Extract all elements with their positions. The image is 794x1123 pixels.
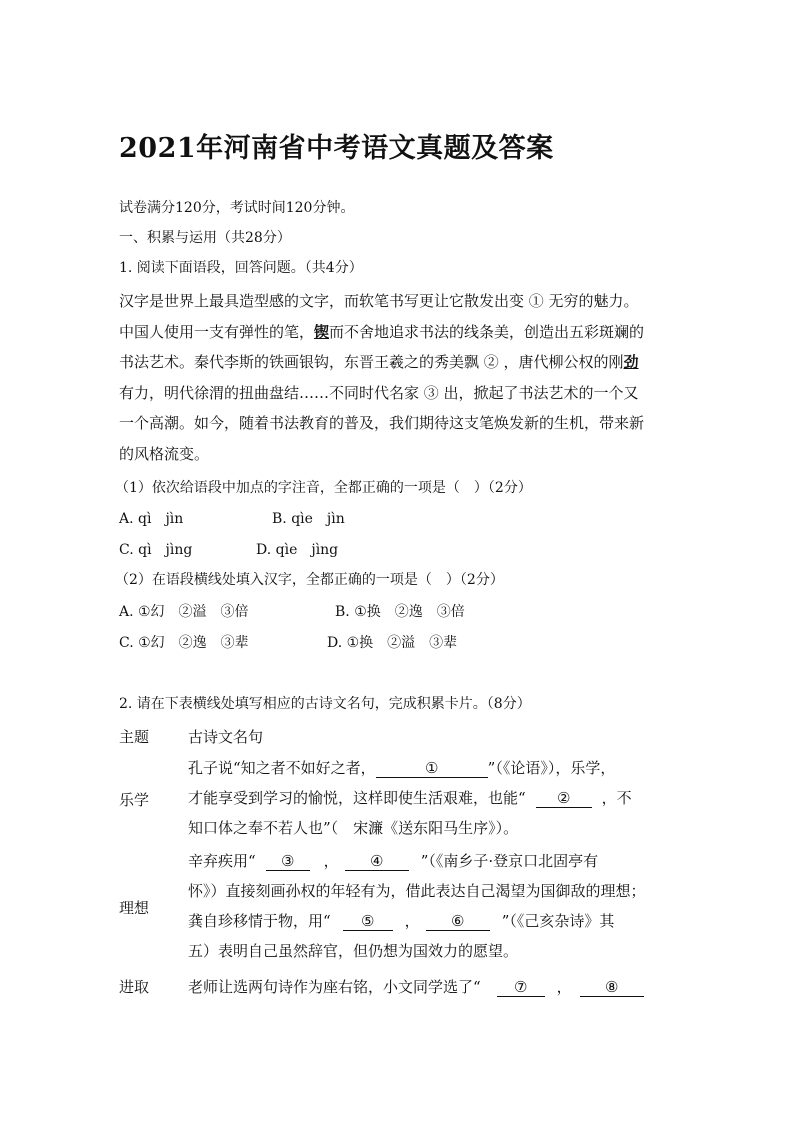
question-2-stem: 2. 请在下表横线处填写相应的古诗文名句，完成积累卡片。（8分） — [119, 696, 531, 712]
table-header-content: 古诗文名句 — [188, 728, 264, 746]
option-d: D. ①换 ②溢 ③辈 — [327, 635, 458, 651]
question-1-passage — [119, 286, 679, 469]
row-ideal-content: 辛弃疾用“ ③ ， ④ ”（《南乡子·登京口北固亭有 怀》）直接刻画孙权的年轻有为，借此表达自己渴望为国御敌的理想； 龚自珍移情于物，用“ ⑤ ， ⑥ ”（《己亥杂诗》其 五）表明自己虽然辞官，但仍想为国效力的愿望。 — [188, 852, 646, 960]
option-b: B. qìe jìn — [272, 511, 345, 527]
row-progress-content: 老师让选两句诗作为座右铭，小文同学选了“ ⑦ ， ⑧ — [188, 972, 678, 1002]
answer-blank[interactable]: ⑤ — [343, 912, 393, 931]
option-c: C. qì jìng — [119, 542, 193, 558]
option-d: D. qìe jìng — [256, 542, 339, 558]
dotted-char: 锲 — [314, 322, 330, 341]
passage-line: 书法艺术。秦代李斯的铁画银钩，东晋王羲之的秀美飘 ② ，唐代柳公权的刚劲 — [119, 353, 639, 371]
answer-blank[interactable]: ⑥ — [426, 912, 490, 931]
answer-blank[interactable]: ④ — [345, 852, 409, 871]
sub-question-1: （1）依次给语段中加点的字注音，全都正确的一项是（ ）（2分） — [115, 480, 532, 496]
row-learning-content: 孔子说“知之者不如好之者， ① ”（《论语》），乐学， 才能享受到学习的愉悦，这样即使生活艰难，也能“ ② ，不 知口体之奉不若人也”（ 宋濂《送东阳马生序》）。 — [188, 759, 632, 837]
passage-line: 的风格流变。 — [119, 444, 210, 463]
answer-blank[interactable]: ⑦ — [497, 978, 545, 997]
passage-line: 一个高潮。如今，随着书法教育的普及，我们期待这支笔焕发新的生机，带来新 — [119, 414, 645, 432]
answer-blank[interactable]: ③ — [266, 852, 310, 871]
exam-info: 试卷满分120分，考试时间120分钟。 — [119, 200, 355, 216]
theme-progress: 进取 — [119, 978, 150, 996]
option-b: B. ①换 ②逸 ③倍 — [335, 604, 465, 620]
answer-blank[interactable]: ② — [536, 789, 592, 808]
dotted-char: 劲 — [623, 353, 639, 371]
question-1-stem: 1. 阅读下面语段，回答问题。（共4分） — [119, 260, 363, 276]
theme-learning: 乐学 — [119, 791, 150, 809]
sub-question-2: （2）在语段横线处填入汉字，全都正确的一项是（ ）（2分） — [115, 572, 504, 588]
option-a: A. ①幻 ②溢 ③倍 — [119, 604, 249, 620]
answer-blank[interactable]: ⑧ — [580, 978, 644, 997]
option-c: C. ①幻 ②逸 ③辈 — [119, 635, 249, 651]
answer-blank[interactable]: ① — [376, 759, 488, 778]
theme-ideal: 理想 — [119, 899, 150, 917]
table-header-theme: 主题 — [119, 728, 150, 746]
passage-line: 有力，明代徐渭的扭曲盘结……不同时代名家 ③ 出，掀起了书法艺术的一个又 — [119, 383, 639, 402]
section-heading: 一、积累与运用（共28分） — [119, 230, 291, 246]
passage-line: 汉字是世界上最具造型感的文字，而软笔书写更让它散发出变 ① 无穷的魅力。 — [119, 292, 639, 310]
passage-line: 中国人使用一支有弹性的笔，锲而不舍地追求书法的线条美，创造出五彩斑斓的 — [119, 322, 645, 341]
option-a: A. qì jìn — [119, 511, 184, 527]
document-title: 2021年河南省中考语文真题及答案 — [119, 133, 554, 164]
